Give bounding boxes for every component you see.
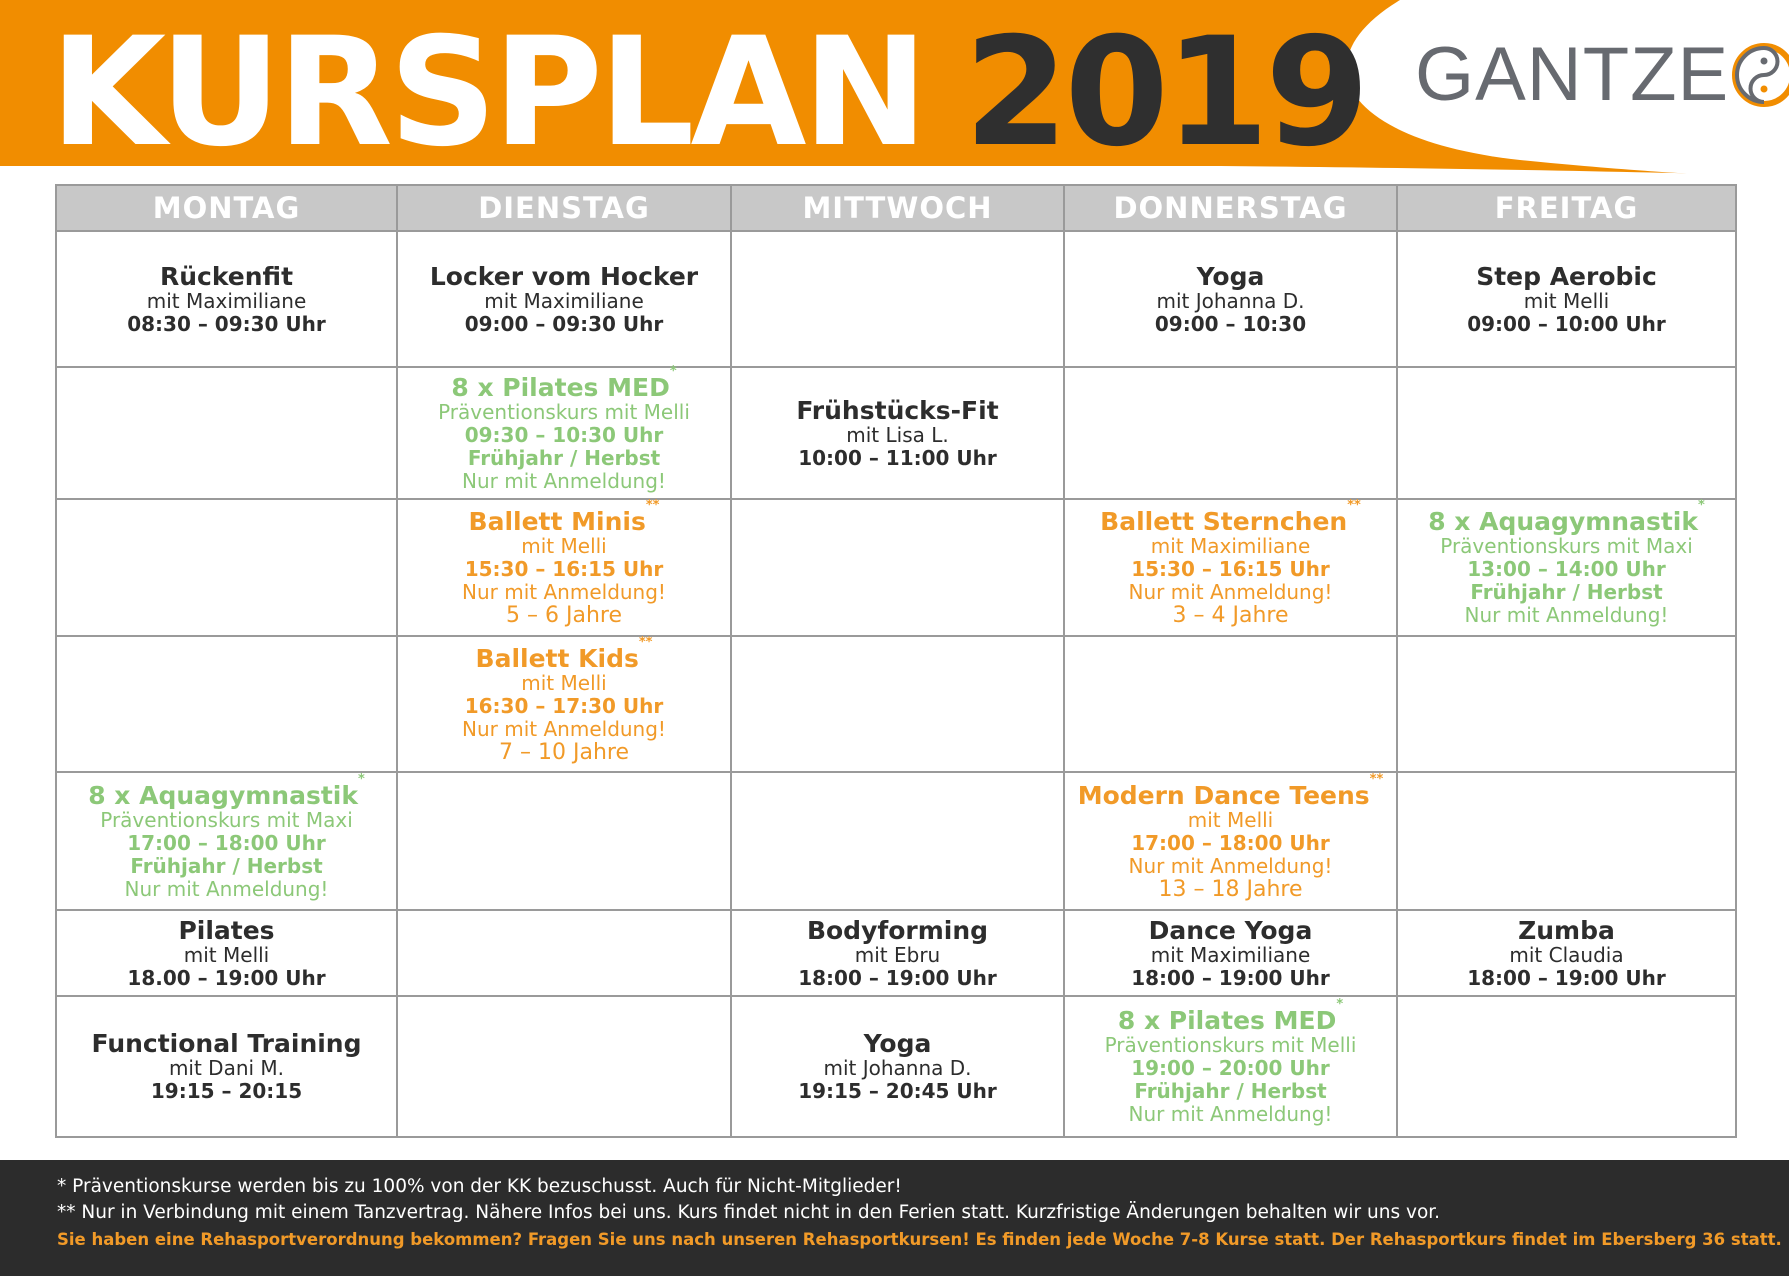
course-note-text: Nur mit Anmeldung!	[462, 468, 666, 493]
course-slot	[1397, 499, 1736, 636]
course-time-text: 09:00 – 10:30	[1154, 311, 1307, 336]
footnote-mark: *	[669, 363, 677, 379]
course-slot	[56, 772, 397, 910]
course-time-text: 16:30 – 17:30 Uhr	[464, 693, 664, 718]
course-trainer-text: mit Melli	[183, 942, 270, 967]
course-age	[398, 604, 730, 627]
course-time	[732, 1080, 1063, 1103]
course-trainer-text: mit Lisa L.	[846, 422, 949, 447]
footnote-mark: *	[1336, 997, 1344, 1012]
course-title-text: Yoga	[1196, 261, 1265, 291]
course-note	[1398, 604, 1735, 627]
course-title-text: Locker vom Hocker	[429, 261, 699, 291]
schedule-row	[56, 231, 1736, 367]
footnote-mark: **	[1369, 771, 1384, 787]
course-title-text: Frühstücks-Fit	[796, 395, 999, 425]
footnote-tanzvertrag: ** Nur in Verbindung mit einem Tanzvertrag. Nähere Infos bei uns. Kurs findet nicht in den Ferien statt. Kurzfristige Änderungen behalten wir uns vor.	[57, 1202, 1441, 1223]
course-age-text: 7 – 10 Jahre	[499, 739, 629, 765]
course-time	[1065, 313, 1396, 336]
course-slot	[1064, 499, 1397, 636]
course-title	[732, 1030, 1063, 1057]
course-trainer-text: mit Claudia	[1509, 942, 1624, 967]
course-slot	[731, 367, 1064, 499]
empty-slot	[731, 772, 1064, 910]
course-slot	[731, 996, 1064, 1137]
course-time	[57, 832, 396, 855]
schedule-row	[56, 499, 1736, 636]
course-trainer	[732, 1057, 1063, 1080]
course-season	[1398, 581, 1735, 604]
course-trainer	[398, 401, 730, 424]
course-time	[1398, 558, 1735, 581]
course-trainer	[1398, 944, 1735, 967]
course-time-text: 13:00 – 14:00 Uhr	[1467, 557, 1666, 581]
course-time-text: 08:30 – 09:30 Uhr	[127, 311, 326, 336]
course-age	[1065, 604, 1396, 627]
course-trainer-text: mit Melli	[521, 670, 607, 695]
gantzeo-logo	[1415, 32, 1789, 117]
course-time-text: 09:30 – 10:30 Uhr	[464, 422, 664, 447]
schedule-table	[55, 184, 1737, 1138]
empty-slot	[397, 910, 731, 996]
course-note	[398, 581, 730, 604]
course-trainer	[398, 672, 730, 695]
course-title-text: Step Aerobic	[1476, 261, 1657, 291]
day-header-mittwoch: MITTWOCH	[731, 185, 1064, 231]
empty-slot	[731, 499, 1064, 636]
empty-slot	[1397, 772, 1736, 910]
course-time-text: 10:00 – 11:00 Uhr	[798, 445, 997, 470]
empty-slot	[397, 996, 731, 1137]
footnote-mark: *	[357, 771, 365, 787]
course-title-text: Zumba	[1518, 915, 1615, 945]
course-trainer	[57, 290, 396, 313]
course-time-text: 09:00 – 10:00 Uhr	[1467, 311, 1666, 336]
course-trainer-text: mit Melli	[1187, 807, 1274, 832]
empty-slot	[1064, 367, 1397, 499]
course-title-text: Yoga	[863, 1029, 932, 1058]
footnote-mark: **	[638, 634, 653, 650]
course-title	[398, 263, 730, 290]
course-time-text: 17:00 – 18:00 Uhr	[127, 830, 326, 855]
course-note	[1065, 581, 1396, 604]
course-time-text: 18.00 – 19:00 Uhr	[127, 965, 326, 990]
course-title	[57, 771, 396, 810]
empty-slot	[397, 772, 731, 910]
course-age-text: 3 – 4 Jahre	[1172, 603, 1289, 628]
course-time-text: 19:15 – 20:45 Uhr	[798, 1079, 997, 1103]
course-trainer-text: mit Maximiliane	[1150, 534, 1311, 558]
course-slot	[1064, 772, 1397, 910]
empty-slot	[1397, 367, 1736, 499]
course-time-text: 18:00 – 19:00 Uhr	[1131, 965, 1330, 990]
course-trainer-text: mit Melli	[1523, 288, 1610, 313]
day-header-row	[56, 185, 1736, 231]
course-note	[57, 878, 396, 901]
footnote-mark: *	[1697, 498, 1705, 513]
course-season	[398, 447, 730, 470]
course-season-text: Frühjahr / Herbst	[467, 445, 661, 470]
empty-slot	[56, 499, 397, 636]
course-time	[1065, 558, 1396, 581]
course-time	[1398, 967, 1735, 990]
course-title	[398, 363, 730, 402]
course-title-text: Ballett Sternchen	[1100, 507, 1348, 536]
course-time	[57, 1080, 396, 1103]
course-trainer	[57, 1057, 396, 1080]
course-trainer	[1398, 290, 1735, 313]
course-season-text: Frühjahr / Herbst	[1134, 1079, 1327, 1103]
course-title	[57, 263, 396, 290]
course-time-text: 18:00 – 19:00 Uhr	[798, 965, 997, 990]
course-title	[732, 917, 1063, 944]
course-slot	[1064, 910, 1397, 996]
course-note-text: Nur mit Anmeldung!	[1128, 580, 1333, 604]
day-header-donnerstag: DONNERSTAG	[1064, 185, 1397, 231]
course-trainer-text: mit Maximiliane	[146, 288, 307, 313]
empty-slot	[56, 636, 397, 772]
course-title	[57, 917, 396, 944]
course-trainer-text: Präventionskurs mit Melli	[1104, 1033, 1357, 1057]
course-title	[1398, 498, 1735, 536]
course-age-text: 13 – 18 Jahre	[1158, 876, 1303, 902]
schedule-row	[56, 996, 1736, 1137]
course-title	[732, 397, 1063, 424]
course-slot	[56, 910, 397, 996]
course-trainer	[732, 424, 1063, 447]
course-note	[1065, 855, 1396, 878]
schedule-row	[56, 367, 1736, 499]
course-time-text: 19:15 – 20:15	[150, 1079, 303, 1103]
course-title-text: Ballett Minis	[468, 507, 646, 536]
course-time	[398, 424, 730, 447]
footnote-praevention: * Präventionskurse werden bis zu 100% von der KK bezuschusst. Auch für Nicht-Mitglieder!	[57, 1176, 902, 1197]
title-word: KURSPLAN	[50, 6, 925, 180]
course-trainer-text: mit Maximiliane	[484, 288, 644, 313]
course-trainer-text: Präventionskurs mit Maxi	[1440, 534, 1693, 558]
course-slot	[1397, 910, 1736, 996]
footer	[0, 1160, 1789, 1276]
course-title	[1065, 263, 1396, 290]
course-title-text: 8 x Pilates MED	[1117, 1006, 1337, 1035]
course-slot	[56, 231, 397, 367]
course-title	[1398, 917, 1735, 944]
empty-slot	[731, 231, 1064, 367]
course-time	[1065, 832, 1396, 855]
course-title-text: 8 x Aquagymnastik	[1428, 507, 1698, 536]
schedule-row	[56, 636, 1736, 772]
day-header-montag: MONTAG	[56, 185, 397, 231]
course-title	[1065, 997, 1396, 1035]
course-title	[398, 634, 730, 673]
course-note-text: Nur mit Anmeldung!	[124, 876, 329, 901]
course-trainer	[1065, 944, 1396, 967]
footnote-mark: **	[645, 498, 660, 513]
course-note-text: Nur mit Anmeldung!	[1128, 1102, 1333, 1126]
page-title	[50, 6, 1366, 180]
course-trainer	[398, 535, 730, 558]
course-season-text: Frühjahr / Herbst	[1470, 580, 1663, 604]
course-time	[1065, 967, 1396, 990]
course-note-text: Nur mit Anmeldung!	[1464, 603, 1669, 627]
course-trainer	[732, 944, 1063, 967]
course-title-text: 8 x Aquagymnastik	[88, 780, 358, 810]
course-slot	[1064, 996, 1397, 1137]
course-season	[1065, 1080, 1396, 1103]
course-time-text: 15:30 – 16:15 Uhr	[464, 557, 664, 581]
course-slot	[397, 636, 731, 772]
course-age	[398, 741, 730, 764]
course-title-text: Rückenfit	[159, 261, 294, 291]
course-title	[1065, 917, 1396, 944]
course-trainer-text: mit Maximiliane	[1150, 942, 1311, 967]
footnote-mark: **	[1347, 498, 1361, 513]
course-title-text: Ballett Kids	[475, 643, 639, 673]
footnote-rehasport: Sie haben eine Rehasportverordnung bekommen? Fragen Sie uns nach unseren Rehasportkursen! Es finden jede Woche 7-8 Kurse statt. Der Rehasportkurs findet im Ebersberg 36 statt.	[57, 1230, 1782, 1249]
course-time	[732, 447, 1063, 470]
day-header-dienstag: DIENSTAG	[397, 185, 731, 231]
course-trainer	[1398, 535, 1735, 558]
course-time	[1065, 1057, 1396, 1080]
course-age-text: 5 – 6 Jahre	[506, 603, 622, 628]
course-time	[398, 313, 730, 336]
course-note	[398, 718, 730, 741]
course-time-text: 18:00 – 19:00 Uhr	[1467, 965, 1666, 990]
course-trainer	[57, 944, 396, 967]
course-note-text: Nur mit Anmeldung!	[1128, 853, 1333, 878]
course-trainer	[1065, 809, 1396, 832]
course-title-text: Functional Training	[91, 1029, 362, 1058]
course-title-text: Modern Dance Teens	[1077, 780, 1370, 810]
course-trainer	[57, 809, 396, 832]
schedule-row	[56, 910, 1736, 996]
course-title	[1398, 263, 1735, 290]
course-note	[398, 470, 730, 493]
course-trainer-text: mit Johanna D.	[823, 1056, 972, 1080]
course-note-text: Nur mit Anmeldung!	[462, 580, 666, 604]
course-trainer-text: Präventionskurs mit Maxi	[100, 807, 353, 832]
course-title-text: 8 x Pilates MED	[451, 372, 670, 402]
course-time-text: 15:30 – 16:15 Uhr	[1131, 557, 1330, 581]
course-note-text: Nur mit Anmeldung!	[462, 716, 666, 741]
course-time-text: 17:00 – 18:00 Uhr	[1131, 830, 1330, 855]
course-trainer-text: mit Melli	[521, 534, 607, 558]
course-title	[398, 498, 730, 536]
course-trainer-text: mit Johanna D.	[1156, 288, 1305, 313]
course-trainer	[398, 290, 730, 313]
course-age	[1065, 878, 1396, 901]
course-title	[1065, 771, 1396, 810]
course-title	[1065, 498, 1396, 536]
course-trainer-text: Präventionskurs mit Melli	[438, 399, 690, 424]
course-title-text: Pilates	[178, 915, 275, 945]
course-slot	[56, 996, 397, 1137]
course-trainer	[1065, 535, 1396, 558]
course-trainer-text: mit Dani M.	[168, 1056, 285, 1080]
empty-slot	[1397, 996, 1736, 1137]
title-year: 2019	[964, 6, 1366, 180]
empty-slot	[1397, 636, 1736, 772]
course-trainer	[1065, 1034, 1396, 1057]
course-slot	[1064, 231, 1397, 367]
course-trainer	[1065, 290, 1396, 313]
course-slot	[1397, 231, 1736, 367]
course-slot	[731, 910, 1064, 996]
logo-text: GANTZE	[1415, 32, 1730, 117]
empty-slot	[731, 636, 1064, 772]
course-time	[732, 967, 1063, 990]
empty-slot	[56, 367, 397, 499]
course-title	[57, 1030, 396, 1057]
course-season	[57, 855, 396, 878]
course-title-text: Dance Yoga	[1148, 915, 1313, 945]
yin-yang-logo-icon	[1731, 42, 1789, 108]
course-time	[1398, 313, 1735, 336]
course-slot	[397, 499, 731, 636]
course-slot	[397, 363, 731, 499]
course-time	[57, 967, 396, 990]
schedule-row	[56, 772, 1736, 910]
course-slot	[397, 231, 731, 367]
day-header-freitag: FREITAG	[1397, 185, 1736, 231]
course-note	[1065, 1103, 1396, 1126]
course-time	[57, 313, 396, 336]
course-time	[398, 695, 730, 718]
course-season-text: Frühjahr / Herbst	[130, 853, 323, 878]
empty-slot	[1064, 636, 1397, 772]
course-time-text: 09:00 – 09:30 Uhr	[464, 311, 664, 336]
course-time-text: 19:00 – 20:00 Uhr	[1131, 1056, 1330, 1080]
course-title-text: Bodyforming	[806, 915, 989, 945]
course-trainer-text: mit Ebru	[854, 942, 941, 967]
course-time	[398, 558, 730, 581]
